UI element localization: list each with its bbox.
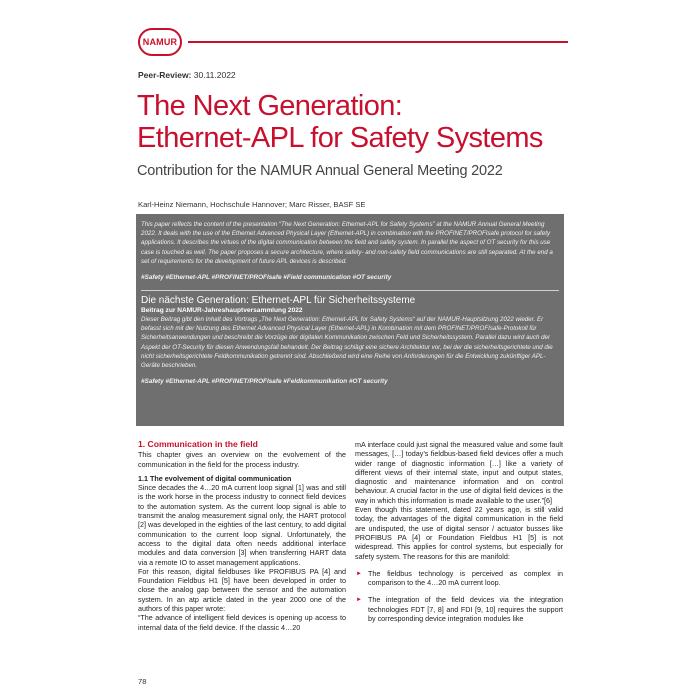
- abstract-german: Dieser Beitrag gibt den Inhalt des Vortrags „The Next Generation: Ethernet-APL for Safety Systems“ auf der NAMUR-Hauptsitzung 2022 wieder. Er befasst sich mit der Nutzung des Ethernet Advanced Physical Layer (Ethernet-APL) in Kombination mit dem PROFINET/PROFIsafe-Protokoll für Sicherheitsanwendungen und beschreibt die Vorzüge der digitalen Kommunikation zwischen Feld und Sicherheitssystem. Parallel dazu wird auch der Aspekt der OT-Security für diesen Anwendungsfall behandelt. Der Beitrag schlägt eine sichere Architektur vor, bei der die sicherheitsgerichtete und die nicht sicherheitsgerichtete Feldkommunikation getrennt sind. Abschließend wird eine Reihe von Anforderungen für die Entwicklung zukünftiger APL-Geräte beschrieben.: [141, 316, 553, 370]
- body-quote-continued: mA interface could just signal the measured value and some fault messages, […] today’s fieldbus-based field devices offer a much wider range of diagnostic information […] like a variety of different views of their internal state, input and output states, diagnostic and maintenance information and on control behaviour. A crucial factor in the use of digital field devices is the way in which this information is made available to the user.”[6]: [355, 440, 563, 505]
- abstract-german-tags: #Safety #Ethernet-APL #PROFINET/PROFIsafe #Feldkommunikation #OT security: [141, 378, 388, 386]
- page-number: 78: [138, 677, 147, 686]
- abstract-english: This paper reflects the content of the presentation “The Next Generation: Ethernet-APL for Safety Systems” at the NAMUR Annual General Meeting 2022. It deals with the use of the Ethernet Advanced Physical Layer (Ethernet-APL) in combination with the PROFINET/PROFIsafe protocol for safety applications. It describes the virtues of the digital communication between the field and safety system. In parallel the aspect of OT security for this use case is touched as well. The paper proposes a secure architecture, where safety- and non-safety field communications are still separated. At the end a set of requirements for the development of future APL devices is described.: [141, 221, 553, 265]
- section-intro: This chapter gives an overview on the evolvement of the communication in the field for the process industry.: [138, 450, 346, 469]
- authors-line: Karl-Heinz Niemann, Hochschule Hannover; Marc Risser, BASF SE: [138, 200, 366, 209]
- page-title: [137, 90, 577, 154]
- abstract-german-subtitle: Beitrag zur NAMUR-Jahreshauptversammlung 2022: [141, 307, 303, 315]
- peer-review-label: Peer-Review:: [138, 70, 192, 80]
- abstract-divider: [141, 290, 559, 291]
- triangle-bullet-icon: ►: [356, 570, 362, 577]
- body-column-left: [138, 440, 346, 632]
- list-item: [355, 595, 563, 623]
- list-item: [355, 569, 563, 588]
- list-item-text: The fieldbus technology is perceived as complex in comparison to the 4…20 mA current loop.: [368, 568, 563, 588]
- body-paragraph: Since decades the 4…20 mA current loop signal [1] was and still is the work horse in the process industry to connect field devices to the automation system. As the current loop signal is able to transmit the analog measurement signal only, the HART protocol [2] was developed in the eighties of the last century, to add digital communication to the current loop signal. Unfortunately, the access to the digital data often needs additional interface modules and data conversion [3] when transferring HART data via a remote IO to asset management applications.: [138, 483, 346, 567]
- body-quote: “The advance of intelligent field devices is opening up access to internal data of the field device. If the classic 4…20: [138, 613, 346, 632]
- header-rule: [188, 41, 568, 43]
- list-item-text: The integration of the field devices via the integration technologies FDT [7, 8] and FDI [9, 10] requires the support by corresponding device integration modules like: [368, 595, 563, 624]
- page-title-line2: Ethernet-APL for Safety Systems: [137, 122, 543, 154]
- peer-review-line: [138, 70, 236, 80]
- peer-review-date: 30.11.2022: [191, 70, 236, 80]
- section-heading: 1. Communication in the field: [138, 439, 258, 449]
- triangle-bullet-icon: ►: [356, 597, 362, 604]
- namur-logo-badge: [138, 28, 182, 56]
- subsection-heading: 1.1 The evolvement of digital communication: [138, 473, 292, 483]
- page-subtitle: Contribution for the NAMUR Annual General Meeting 2022: [137, 163, 503, 179]
- abstract-box: [136, 214, 564, 426]
- page-title-line1: The Next Generation:: [137, 90, 403, 122]
- namur-logo-text: NAMUR: [142, 37, 178, 47]
- abstract-german-title: Die nächste Generation: Ethernet-APL für Sicherheitssysteme: [141, 295, 416, 307]
- namur-logo: [132, 28, 188, 56]
- body-column-right: [355, 440, 563, 623]
- abstract-english-tags: #Safety #Ethernet-APL #PROFINET/PROFIsafe #Field communication #OT security: [141, 274, 392, 282]
- body-paragraph: Even though this statement, dated 22 years ago, is still valid today, the advantages of the digital communication in the field are undisputed, the use of digital sensor / actuator busses like PROFIBUS PA [4] or Foundation Fieldbus H1 [5] is not widespread. This applies for control systems, but especially for safety system. The reasons for this are manifold:: [355, 505, 563, 561]
- body-paragraph: For this reason, digital fieldbuses like PROFIBUS PA [4] and Foundation Fieldbus H1 [5] have been developed in order to close the analog gap between the sensor and the automation system. In an atp article dated in the year 2000 one of the authors of this paper wrote:: [138, 566, 346, 614]
